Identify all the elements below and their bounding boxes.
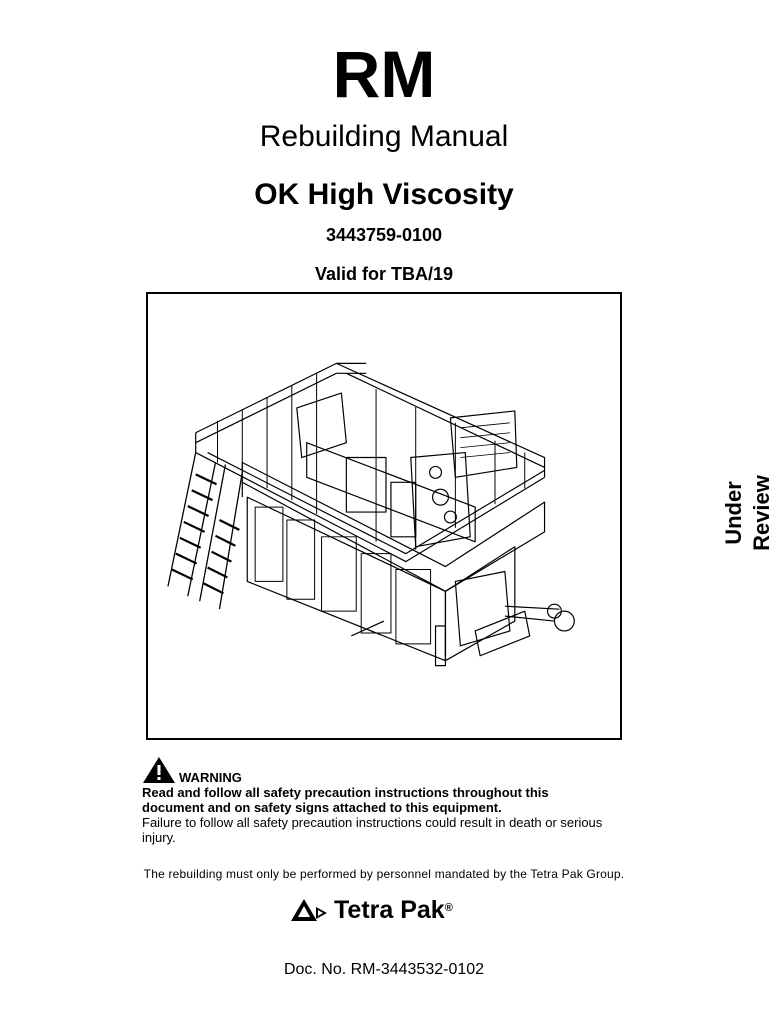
machine-illustration-frame <box>146 292 622 740</box>
document-code: RM <box>332 37 436 111</box>
warning-triangle-icon <box>142 756 176 784</box>
warning-title: WARNING <box>179 770 242 785</box>
under-review-stamp: Under Review <box>721 475 774 551</box>
warning-consequence: Failure to follow all safety precaution instructions could result in death or serious injury. <box>142 815 603 845</box>
document-number: Doc. No. RM-3443532-0102 <box>283 961 485 978</box>
registered-mark: ® <box>444 902 453 914</box>
tetra-pak-logo-icon <box>290 897 328 923</box>
warning-instruction: Read and follow all safety precaution instructions throughout this document and on safety signs attached to this equipment. <box>142 785 549 815</box>
product-title: OK High Viscosity <box>254 178 514 211</box>
brand-name: Tetra Pak <box>334 896 445 924</box>
validity-note: Valid for TBA/19 <box>314 264 454 284</box>
document-type: Rebuilding Manual <box>259 120 509 153</box>
part-number: 3443759-0100 <box>325 225 443 245</box>
brand-logo-block <box>290 894 453 926</box>
rebuild-notice: The rebuilding must only be performed by personnel mandated by the Tetra Pak Group. <box>143 867 625 881</box>
machine-illustration <box>148 294 620 738</box>
